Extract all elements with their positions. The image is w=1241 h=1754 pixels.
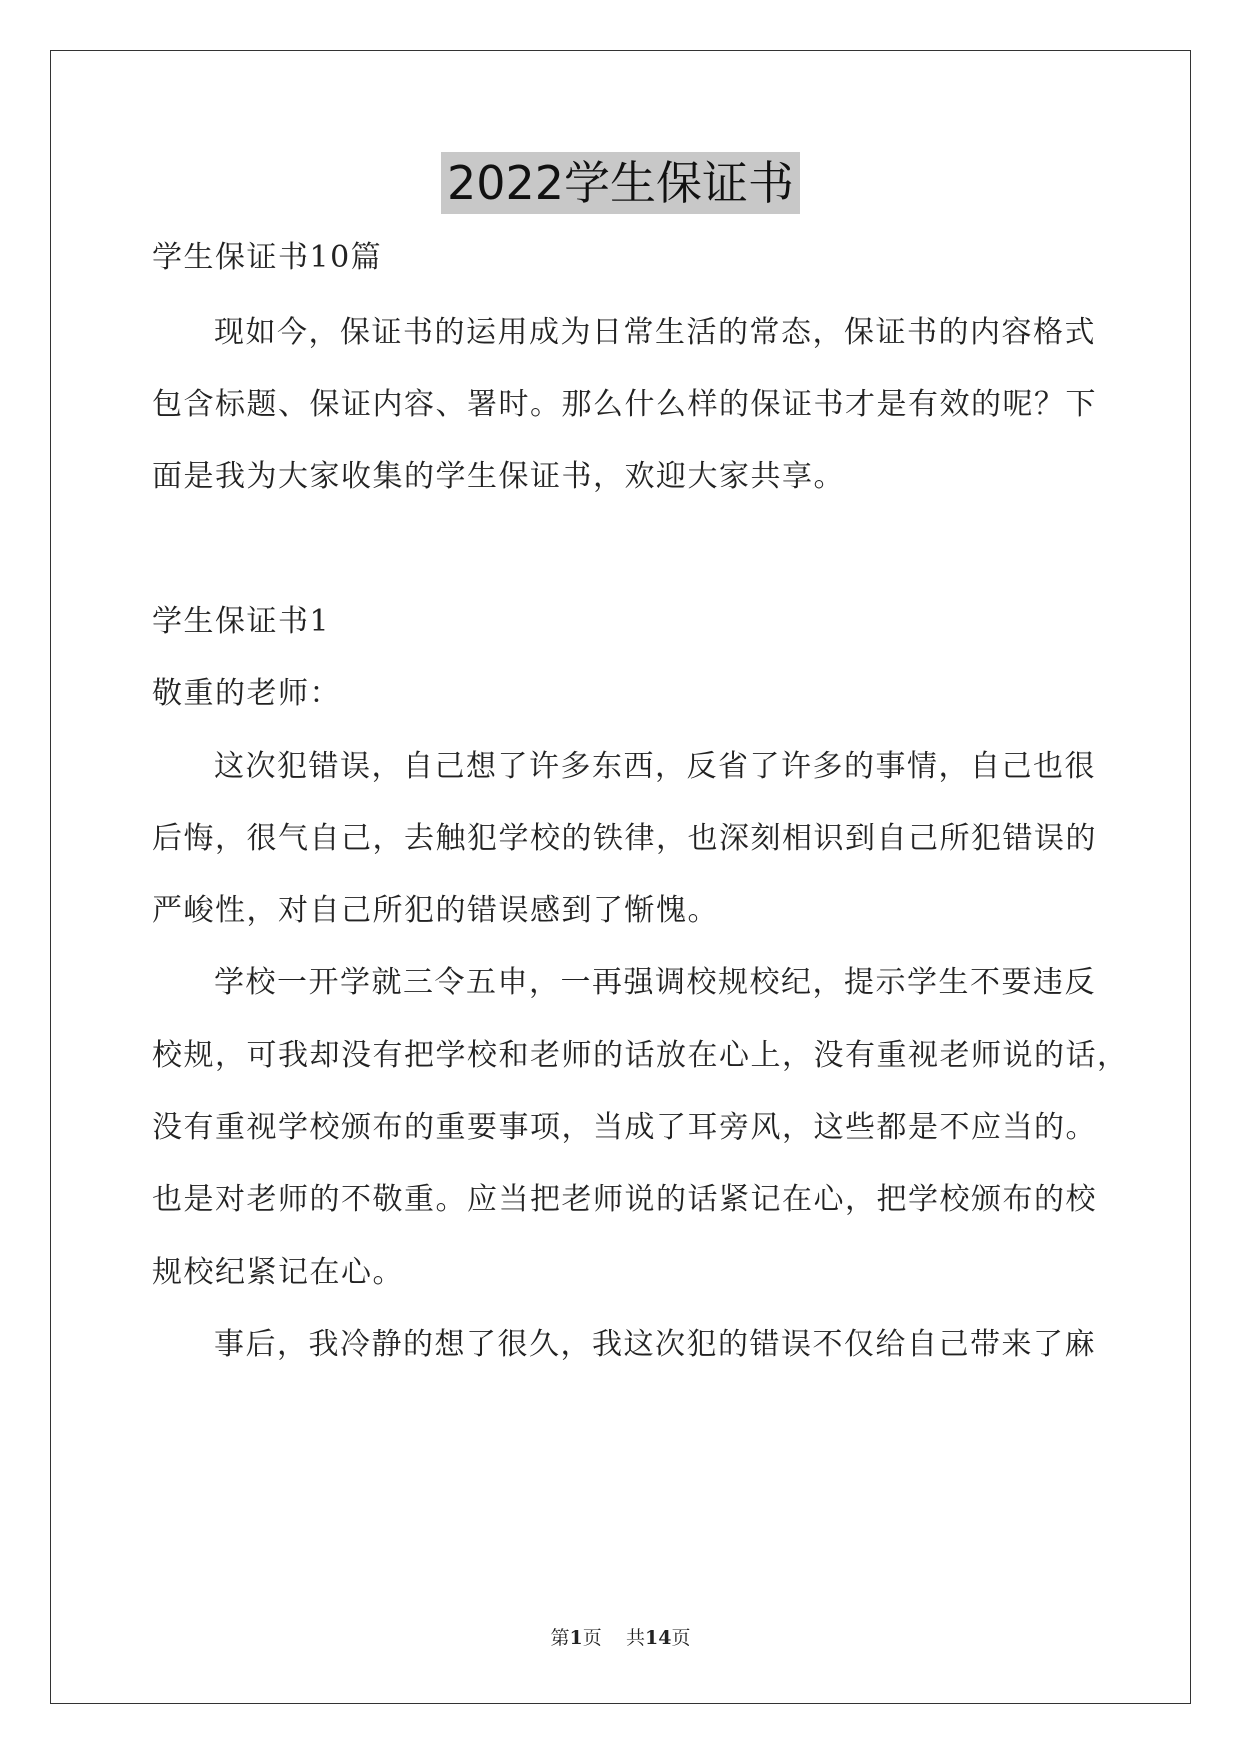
page-prefix: 第	[550, 1627, 570, 1649]
page-footer	[0, 1626, 1241, 1650]
paragraph1-line-3: 严峻性，对自己所犯的错误感到了惭愧。	[152, 893, 719, 928]
paragraph2-line-1: 学校一开学就三令五申，一再强调校规校纪，提示学生不要违反	[214, 965, 1096, 1000]
page-border	[50, 50, 1191, 1704]
total-prefix: 共	[625, 1627, 645, 1649]
section-heading: 学生保证书1	[152, 604, 331, 639]
paragraph1-line-2: 后悔，很气自己，去触犯学校的铁律，也深刻相识到自己所犯错误的	[152, 821, 1097, 856]
intro-line-2: 包含标题、保证内容、署时。那么什么样的保证书才是有效的呢？下	[152, 387, 1097, 422]
paragraph2-line-2: 校规，可我却没有把学校和老师的话放在心上，没有重视老师说的话，	[152, 1038, 1129, 1073]
paragraph2-line-5: 规校纪紧记在心。	[152, 1255, 404, 1290]
subtitle: 学生保证书10篇	[152, 240, 383, 275]
total-pages: 14	[644, 1627, 672, 1649]
page-number: 1	[569, 1627, 583, 1649]
title-container	[0, 152, 1241, 214]
intro-line-3: 面是我为大家收集的学生保证书，欢迎大家共享。	[152, 459, 845, 494]
paragraph1-line-1: 这次犯错误，自己想了许多东西，反省了许多的事情，自己也很	[214, 749, 1096, 784]
salutation: 敬重的老师：	[152, 676, 341, 711]
page-suffix: 页	[582, 1627, 602, 1649]
paragraph2-line-3: 没有重视学校颁布的重要事项，当成了耳旁风，这些都是不应当的。	[152, 1110, 1097, 1145]
paragraph2-line-4: 也是对老师的不敬重。应当把老师说的话紧记在心，把学校颁布的校	[152, 1182, 1097, 1217]
document-title: 2022学生保证书	[441, 152, 800, 214]
paragraph3-line-1: 事后，我冷静的想了很久，我这次犯的错误不仅给自己带来了麻	[214, 1327, 1096, 1362]
intro-line-1: 现如今，保证书的运用成为日常生活的常态，保证书的内容格式	[214, 315, 1096, 350]
total-suffix: 页	[671, 1627, 691, 1649]
